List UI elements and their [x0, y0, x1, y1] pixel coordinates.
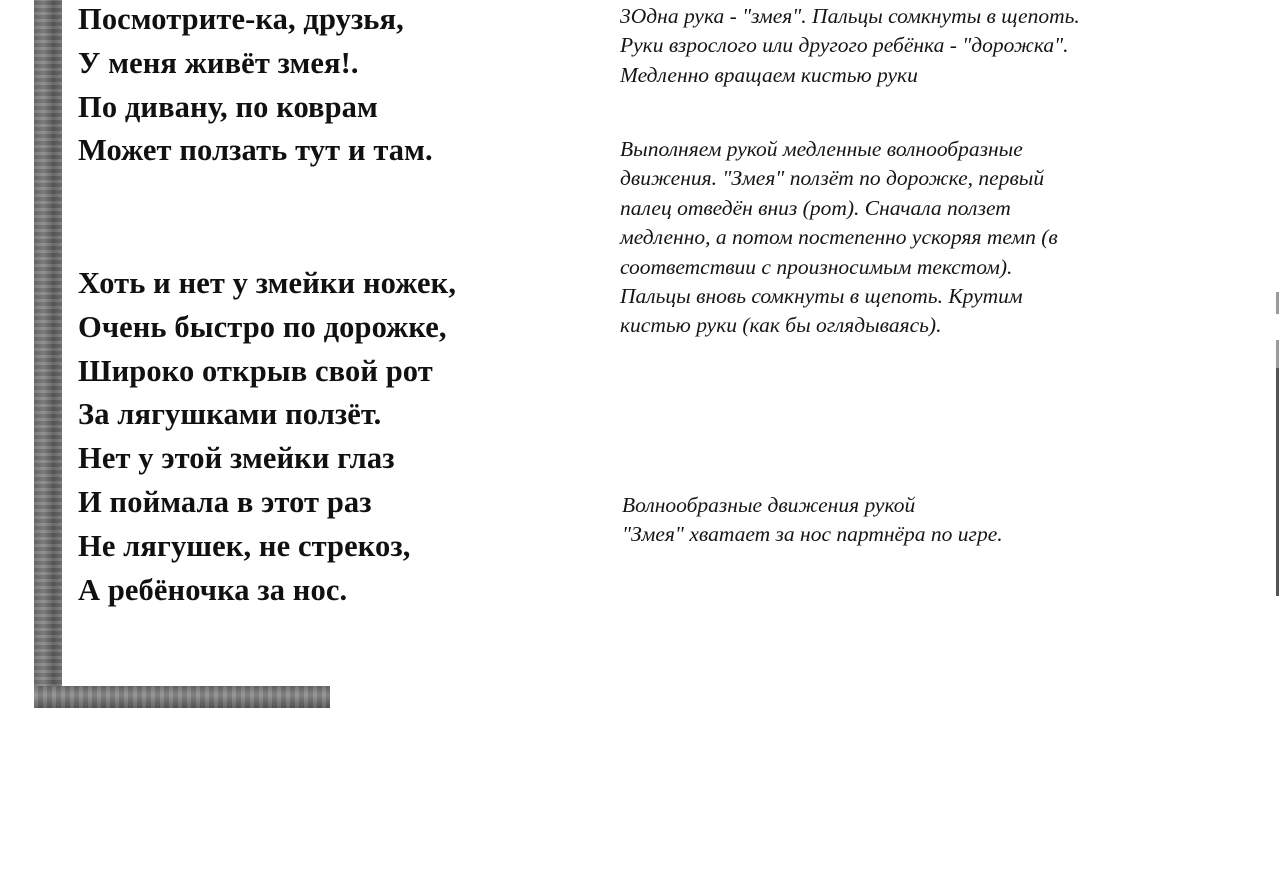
poem-line: Посмотрите-ка, друзья, [78, 2, 404, 36]
note-line: кистью руки (как бы оглядываясь). [620, 313, 942, 338]
instruction-note-1 [620, 2, 1080, 90]
instruction-note-2 [620, 135, 1058, 341]
poem-line: Не лягушек, не стрекоз, [78, 528, 411, 563]
poem-line: Может ползать тут и там. [78, 133, 433, 168]
poem-stanza-1 [78, 0, 433, 173]
poem-line: Очень быстро по дорожке, [78, 309, 447, 344]
page-border-bottom [34, 686, 330, 708]
note-line: движения. "Змея" ползёт по дорожке, первый [620, 166, 1045, 191]
note-line: Медленно вращаем кистью руки [620, 62, 918, 87]
note-line: "Змея" хватает за нос партнёра по игре. [622, 522, 1003, 547]
note-line: 3Одна рука - "змея". Пальцы сомкнуты в щепоть. [620, 4, 1080, 28]
poem-line: Хоть и нет у змейки ножек, [78, 266, 457, 300]
scan-edge-mark [1276, 368, 1279, 596]
note-line: Волнообразные движения рукой [622, 493, 916, 517]
poem-line: Нет у этой змейки глаз [78, 441, 395, 476]
note-line: Руки взрослого или другого ребёнка - "дорожка". [620, 33, 1069, 58]
note-line: палец отведён вниз (рот). Сначала ползет [620, 195, 1011, 220]
note-line: медленно, а потом постепенно ускоряя темп (в [620, 225, 1058, 250]
page-border-left [34, 0, 62, 708]
poem-line: Широко открыв свой рот [78, 353, 433, 388]
scan-edge-mark [1276, 340, 1279, 370]
note-line: Пальцы вновь сомкнуты в щепоть. Крутим [620, 284, 1023, 309]
instruction-note-3 [622, 491, 1003, 550]
note-line: Выполняем рукой медленные волнообразные [620, 137, 1023, 161]
poem-line: За лягушками ползёт. [78, 397, 382, 432]
poem-line: У меня живёт змея!. [78, 45, 359, 80]
note-line: соответствии с произносимым текстом). [620, 254, 1013, 279]
poem-line: И поймала в этот раз [78, 484, 372, 519]
poem-stanza-2 [78, 262, 456, 612]
poem-line: А ребёночка за нос. [78, 572, 348, 607]
poem-line: По дивану, по коврам [78, 89, 378, 124]
scan-edge-mark [1276, 292, 1279, 314]
